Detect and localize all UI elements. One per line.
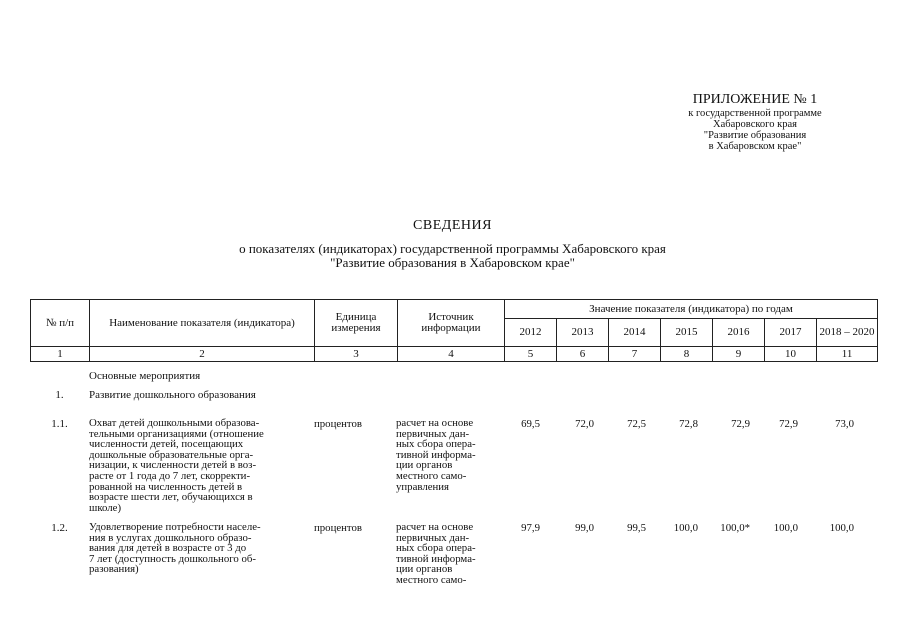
appendix-line: Хабаровского края [713, 119, 797, 130]
appendix-line: к государственной программе [688, 108, 822, 119]
column-number: 3 [315, 347, 398, 362]
value-2016: 100,0* [720, 522, 750, 534]
header-year: 2012 [505, 319, 557, 347]
header-source: Источник информации [398, 300, 505, 347]
header-unit: Единица измерения [315, 300, 398, 347]
column-number: 10 [765, 347, 817, 362]
document-heading [0, 218, 905, 270]
column-number: 2 [90, 347, 315, 362]
indicator-source: расчет на основе первичных дан- ных сбора опера- тивной информа- ции органов местного само- [396, 521, 476, 586]
header-values-group: Значение показателя (индикатора) по годам [505, 300, 878, 319]
header-year: 2016 [713, 319, 765, 347]
indicator-source: расчет на основе первичных дан- ных сбора опера- тивной информа- ции органов местного само- управления [396, 417, 476, 493]
value-2015: 100,0 [673, 522, 698, 534]
value-2018-2020: 100,0 [829, 522, 854, 534]
column-number: 8 [661, 347, 713, 362]
column-number: 1 [31, 347, 90, 362]
value-2013: 72,0 [575, 418, 594, 430]
indicator-name: Охват детей дошкольными образова- тельными организациями (отношение численности детей, посещающих дошкольные образовательные орга- низации, к численности детей в воз- расте от 1 года до 7 лет, скорректи- рованной на численность детей в возрасте шести лет, обучающихся в школе) [89, 417, 264, 514]
column-number: 7 [609, 347, 661, 362]
table-row [30, 522, 878, 590]
value-2017: 100,0 [773, 522, 798, 534]
section-1 [30, 389, 878, 404]
appendix-title: ПРИЛОЖЕНИЕ № 1 [692, 92, 818, 107]
indicator-name: Удовлетворение потребности населе- ния в услугах дошкольного образо- вания для детей в возрасте от 3 до 7 лет (доступность дошкольного об- разования) [89, 521, 261, 576]
value-2013: 99,0 [575, 522, 594, 534]
value-2012: 69,5 [521, 418, 540, 430]
section-title: Развитие дошкольного образования [89, 389, 256, 401]
value-2012: 97,9 [521, 522, 540, 534]
value-2017: 72,9 [779, 418, 798, 430]
header-year: 2013 [557, 319, 609, 347]
document-title: СВЕДЕНИЯ [413, 218, 492, 233]
column-number: 9 [713, 347, 765, 362]
value-2018-2020: 73,0 [835, 418, 854, 430]
section-main-activities [30, 370, 878, 385]
document-subtitle: о показателях (индикаторах) государственной программы Хабаровского края [239, 241, 666, 256]
column-number: 11 [817, 347, 878, 362]
header-year: 2017 [765, 319, 817, 347]
indicators-table-header [30, 299, 878, 362]
header-name: Наименование показателя (индикатора) [90, 300, 315, 347]
table-row [30, 418, 878, 516]
indicator-unit: процентов [314, 522, 362, 534]
header-year: 2018 – 2020 [817, 319, 878, 347]
section-label: Основные мероприятия [89, 370, 201, 382]
header-year: 2014 [609, 319, 661, 347]
header-year: 2015 [661, 319, 713, 347]
value-2015: 72,8 [679, 418, 698, 430]
indicator-unit: процентов [314, 418, 362, 430]
column-number: 5 [505, 347, 557, 362]
section-number: 1. [55, 389, 64, 401]
document-subtitle-program: "Развитие образования в Хабаровском крае" [330, 255, 575, 270]
row-number: 1.1. [51, 418, 68, 430]
column-number: 4 [398, 347, 505, 362]
appendix-line: "Развитие образования [703, 130, 807, 141]
header-no: № п/п [31, 300, 90, 347]
value-2016: 72,9 [731, 418, 750, 430]
value-2014: 99,5 [627, 522, 646, 534]
table-body [30, 366, 878, 590]
appendix-block [655, 92, 855, 152]
appendix-line: в Хабаровском крае" [708, 141, 802, 152]
value-2014: 72,5 [627, 418, 646, 430]
row-number: 1.2. [51, 522, 68, 534]
column-number: 6 [557, 347, 609, 362]
